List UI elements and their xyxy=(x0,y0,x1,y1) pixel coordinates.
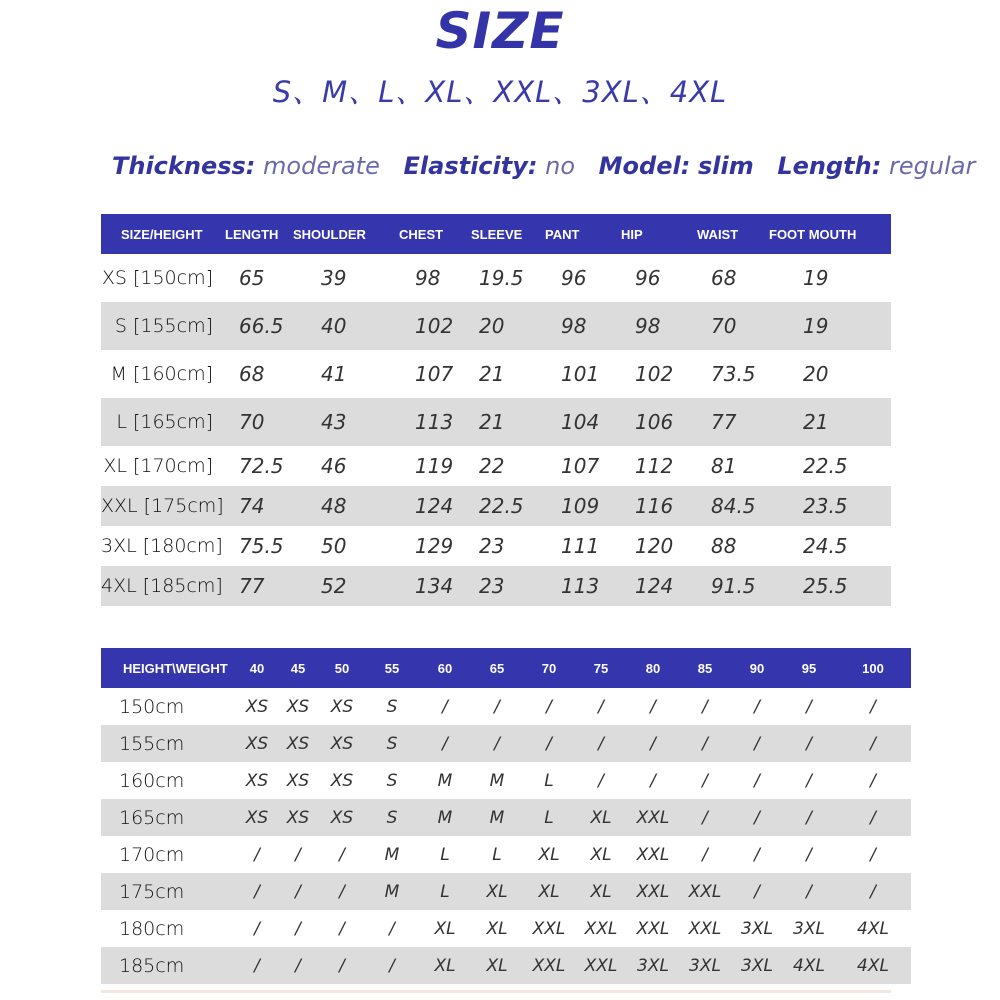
table-cell: / xyxy=(277,947,319,984)
table-cell: 23.5 xyxy=(769,486,891,526)
table-cell: 72.5 xyxy=(239,454,284,478)
table-cell: 113 xyxy=(399,398,471,446)
table-cell: / xyxy=(702,696,708,717)
table-row xyxy=(101,910,911,947)
column-header: 85 xyxy=(679,648,731,688)
attr-thickness xyxy=(112,152,380,180)
table-cell: XL xyxy=(538,844,560,865)
table-cell: S xyxy=(386,696,398,717)
table-cell: 116 xyxy=(621,486,697,526)
table-cell: 113 xyxy=(545,566,621,606)
table-cell: 19 xyxy=(803,266,829,290)
table-cell: 21 xyxy=(769,398,891,446)
row-header: 170cm xyxy=(119,843,185,866)
table-cell: XL xyxy=(575,873,627,910)
table-cell: 22.5 xyxy=(803,454,848,478)
table-cell: 129 xyxy=(415,534,454,558)
table-cell: XS xyxy=(245,696,269,717)
table-cell: XL xyxy=(419,947,471,984)
table-cell: XXL xyxy=(636,918,670,939)
table-cell: XXL xyxy=(627,873,679,910)
table-cell: 23 xyxy=(479,534,505,558)
table-cell: / xyxy=(806,696,812,717)
table-row xyxy=(101,873,911,910)
table-cell: 23 xyxy=(471,566,545,606)
row-header: 165cm xyxy=(101,799,237,836)
product-attributes xyxy=(112,152,991,180)
table-cell: XXL xyxy=(636,844,670,865)
table-cell: 120 xyxy=(635,534,674,558)
table-cell: 4XL xyxy=(783,947,835,984)
table-cell: XS xyxy=(286,770,310,791)
table-cell: XL xyxy=(434,918,456,939)
table-cell: XS xyxy=(330,696,354,717)
column-header: 100 xyxy=(835,648,911,688)
table-cell: 3XL xyxy=(793,918,825,939)
column-header: HEIGHT\WEIGHT xyxy=(101,648,237,688)
table-cell: 21 xyxy=(471,398,545,446)
table-cell: / xyxy=(237,873,277,910)
table-row xyxy=(101,254,891,302)
column-header: 55 xyxy=(365,648,419,688)
table-cell: XXL xyxy=(575,947,627,984)
table-header-row xyxy=(101,648,911,688)
table-cell: / xyxy=(254,918,260,939)
table-cell: XXL xyxy=(532,918,566,939)
table-cell: XS xyxy=(245,770,269,791)
table-row xyxy=(101,799,911,836)
table-cell: 81 xyxy=(711,454,737,478)
table-cell: 3XL xyxy=(741,918,773,939)
table-cell: 50 xyxy=(321,534,347,558)
row-header: 175cm xyxy=(101,873,237,910)
table-cell: / xyxy=(783,799,835,836)
row-header: 4XL [185cm] xyxy=(101,566,225,606)
attr-key: Model: xyxy=(598,152,691,180)
table-cell: / xyxy=(277,873,319,910)
table-cell: / xyxy=(806,770,812,791)
table-cell: XL xyxy=(471,947,523,984)
table-cell: XL xyxy=(486,918,508,939)
column-header: SLEEVE xyxy=(471,214,545,254)
row-header: 180cm xyxy=(119,917,185,940)
table-cell: 98 xyxy=(545,302,621,350)
column-header: FOOT MOUTH xyxy=(769,214,891,254)
table-row xyxy=(101,688,911,725)
attr-value: moderate xyxy=(263,152,380,180)
row-header: 160cm xyxy=(119,769,185,792)
table-cell: 109 xyxy=(545,486,621,526)
table-cell: / xyxy=(835,725,911,762)
table-cell: 3XL xyxy=(627,947,679,984)
table-cell: 91.5 xyxy=(697,566,769,606)
table-cell: 77 xyxy=(697,398,769,446)
table-cell: L xyxy=(419,873,471,910)
row-header: L [165cm] xyxy=(101,398,225,446)
row-header: 155cm xyxy=(101,725,237,762)
table-cell: 102 xyxy=(635,362,674,386)
row-header: 150cm xyxy=(119,695,185,718)
table-cell: 96 xyxy=(561,266,587,290)
table-cell: 74 xyxy=(225,486,293,526)
table-cell: 96 xyxy=(635,266,661,290)
column-header: 80 xyxy=(627,648,679,688)
table-cell: / xyxy=(627,725,679,762)
table-row xyxy=(101,725,911,762)
table-cell: / xyxy=(835,799,911,836)
bottom-divider xyxy=(101,990,891,993)
table-cell: 48 xyxy=(293,486,399,526)
table-cell: XXL xyxy=(627,799,679,836)
table-cell: / xyxy=(295,844,301,865)
table-cell: / xyxy=(702,770,708,791)
table-cell: 19.5 xyxy=(479,266,524,290)
table-cell: 112 xyxy=(635,454,674,478)
table-cell: XS xyxy=(277,799,319,836)
table-cell: 124 xyxy=(399,486,471,526)
table-row xyxy=(101,566,891,606)
table-cell: 70 xyxy=(225,398,293,446)
table-cell: / xyxy=(870,844,876,865)
table-cell: 20 xyxy=(471,302,545,350)
table-row xyxy=(101,302,891,350)
table-cell: / xyxy=(870,770,876,791)
table-cell: / xyxy=(783,725,835,762)
row-header: XL [170cm] xyxy=(103,455,213,477)
column-header: 70 xyxy=(523,648,575,688)
table-cell: 3XL xyxy=(679,947,731,984)
table-cell: 124 xyxy=(621,566,697,606)
table-cell: 104 xyxy=(545,398,621,446)
table-cell: 21 xyxy=(479,362,505,386)
table-cell: XS xyxy=(330,770,354,791)
table-cell: 20 xyxy=(803,362,829,386)
table-cell: 101 xyxy=(561,362,600,386)
column-header: 95 xyxy=(783,648,835,688)
table-cell: 40 xyxy=(293,302,399,350)
table-row xyxy=(101,446,891,486)
column-header: 90 xyxy=(731,648,783,688)
table-cell: 22.5 xyxy=(471,486,545,526)
row-header: XS [150cm] xyxy=(101,267,213,289)
table-cell: XS xyxy=(286,696,310,717)
column-header: CHEST xyxy=(399,214,471,254)
attr-model xyxy=(599,152,754,180)
table-cell: / xyxy=(679,725,731,762)
table-cell: 24.5 xyxy=(803,534,848,558)
table-cell: M xyxy=(365,873,419,910)
table-cell: 106 xyxy=(621,398,697,446)
measurement-table xyxy=(101,214,891,606)
row-header: 3XL [180cm] xyxy=(101,535,223,557)
table-cell: 4XL xyxy=(857,918,889,939)
table-cell: / xyxy=(339,918,345,939)
column-header: 60 xyxy=(419,648,471,688)
table-cell: / xyxy=(870,696,876,717)
table-cell: / xyxy=(806,844,812,865)
table-cell: / xyxy=(679,799,731,836)
table-cell: / xyxy=(365,947,419,984)
table-cell: 84.5 xyxy=(697,486,769,526)
table-cell: XS xyxy=(237,725,277,762)
column-header: LENGTH xyxy=(225,214,293,254)
table-cell: 68 xyxy=(711,266,737,290)
table-cell: L xyxy=(440,844,450,865)
table-cell: / xyxy=(237,947,277,984)
table-cell: 41 xyxy=(321,362,347,386)
table-cell: M xyxy=(419,799,471,836)
table-cell: 66.5 xyxy=(225,302,293,350)
table-cell: XXL xyxy=(679,873,731,910)
table-cell: / xyxy=(754,696,760,717)
attr-elasticity xyxy=(404,152,576,180)
table-row xyxy=(101,526,891,566)
table-cell: S xyxy=(365,799,419,836)
table-cell: 52 xyxy=(293,566,399,606)
table-cell: 88 xyxy=(711,534,737,558)
column-header: WAIST xyxy=(697,214,769,254)
attr-value: slim xyxy=(697,152,754,180)
row-header: XXL [175cm] xyxy=(101,486,225,526)
attr-key: Length: xyxy=(777,152,882,180)
table-row xyxy=(101,350,891,398)
table-cell: 70 xyxy=(697,302,769,350)
table-cell: 43 xyxy=(293,398,399,446)
table-cell: / xyxy=(598,770,604,791)
table-cell: XL xyxy=(471,873,523,910)
column-header: SIZE/HEIGHT xyxy=(101,214,225,254)
table-cell: M xyxy=(437,770,453,791)
table-cell: / xyxy=(731,873,783,910)
table-cell: / xyxy=(754,844,760,865)
table-cell: / xyxy=(546,696,552,717)
table-cell: / xyxy=(339,844,345,865)
row-header: S [155cm] xyxy=(101,302,225,350)
table-row xyxy=(101,486,891,526)
table-cell: 119 xyxy=(415,454,454,478)
table-cell: / xyxy=(419,725,471,762)
table-cell: XS xyxy=(319,725,365,762)
table-cell: 4XL xyxy=(835,947,911,984)
table-cell: / xyxy=(389,918,395,939)
table-cell: 46 xyxy=(321,454,347,478)
page-title: SIZE xyxy=(435,2,565,60)
column-header: HIP xyxy=(621,214,697,254)
table-cell: / xyxy=(319,873,365,910)
table-row xyxy=(101,836,911,873)
table-cell: S xyxy=(386,770,398,791)
table-cell: / xyxy=(650,696,656,717)
table-cell: / xyxy=(523,725,575,762)
table-cell: M xyxy=(489,770,505,791)
table-cell: / xyxy=(731,725,783,762)
table-cell: XXL xyxy=(523,947,575,984)
table-cell: 107 xyxy=(561,454,600,478)
table-cell: / xyxy=(319,947,365,984)
table-cell: / xyxy=(442,696,448,717)
table-cell: / xyxy=(494,696,500,717)
table-cell: 75.5 xyxy=(239,534,284,558)
row-header: 185cm xyxy=(101,947,237,984)
column-header: 45 xyxy=(277,648,319,688)
attr-value: regular xyxy=(888,152,976,180)
table-row xyxy=(101,947,911,984)
table-cell: / xyxy=(783,873,835,910)
table-cell: 22 xyxy=(479,454,505,478)
table-cell: XS xyxy=(319,799,365,836)
table-header-row xyxy=(101,214,891,254)
table-cell: / xyxy=(702,844,708,865)
table-cell: 3XL xyxy=(731,947,783,984)
table-cell: / xyxy=(471,725,523,762)
table-cell: 134 xyxy=(399,566,471,606)
table-cell: 19 xyxy=(769,302,891,350)
table-cell: / xyxy=(754,770,760,791)
table-cell: / xyxy=(598,696,604,717)
table-cell: 68 xyxy=(239,362,265,386)
table-cell: XL xyxy=(523,873,575,910)
table-cell: XS xyxy=(277,725,319,762)
table-cell: / xyxy=(295,918,301,939)
table-cell: XS xyxy=(237,799,277,836)
table-cell: / xyxy=(254,844,260,865)
attr-key: Elasticity: xyxy=(403,152,538,180)
table-cell: XXL xyxy=(584,918,618,939)
table-cell: / xyxy=(575,725,627,762)
table-cell: S xyxy=(365,725,419,762)
table-cell: 102 xyxy=(399,302,471,350)
table-cell: L xyxy=(544,770,554,791)
table-cell: M xyxy=(384,844,400,865)
column-header: 75 xyxy=(575,648,627,688)
table-cell: M xyxy=(471,799,523,836)
table-cell: 73.5 xyxy=(711,362,756,386)
table-cell: 98 xyxy=(621,302,697,350)
attr-value: no xyxy=(545,152,576,180)
table-cell: / xyxy=(731,799,783,836)
table-cell: XL xyxy=(575,799,627,836)
table-cell: 98 xyxy=(415,266,441,290)
attr-length xyxy=(777,152,975,180)
height-weight-table xyxy=(101,648,911,984)
table-cell: 39 xyxy=(321,266,347,290)
table-cell: L xyxy=(492,844,502,865)
table-row xyxy=(101,398,891,446)
available-sizes: S、M、L、XL、XXL、3XL、4XL xyxy=(272,75,728,109)
table-cell: L xyxy=(523,799,575,836)
column-header: SHOULDER xyxy=(293,214,399,254)
column-header: 50 xyxy=(319,648,365,688)
table-cell: 111 xyxy=(561,534,600,558)
row-header: M [160cm] xyxy=(110,363,213,385)
table-row xyxy=(101,762,911,799)
table-cell: 25.5 xyxy=(769,566,891,606)
table-cell: / xyxy=(835,873,911,910)
table-cell: 65 xyxy=(239,266,265,290)
table-cell: 107 xyxy=(415,362,454,386)
column-header: 40 xyxy=(237,648,277,688)
table-cell: XXL xyxy=(688,918,722,939)
attr-key: Thickness: xyxy=(112,152,256,180)
table-cell: XL xyxy=(590,844,612,865)
table-cell: 77 xyxy=(225,566,293,606)
column-header: 65 xyxy=(471,648,523,688)
table-cell: / xyxy=(650,770,656,791)
column-header: PANT xyxy=(545,214,621,254)
